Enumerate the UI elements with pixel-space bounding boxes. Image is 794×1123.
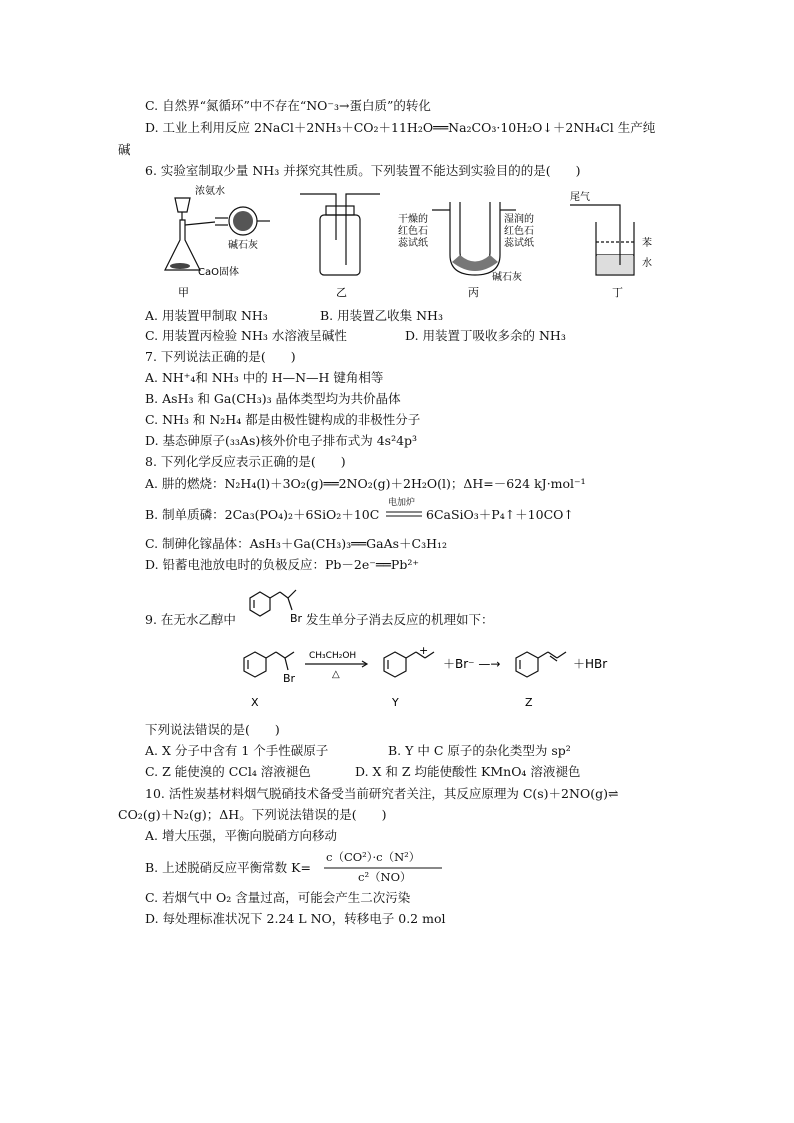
option-10b-denominator: c²（NO）	[358, 870, 412, 884]
mechanism-figure-9	[235, 640, 635, 712]
bing-caption: 丙	[468, 286, 479, 299]
y-charge: +	[419, 644, 429, 657]
heat: △	[332, 669, 340, 680]
question-8: 8. 下列化学反应表示正确的是( )	[145, 454, 346, 469]
option-9a: A. X 分子中含有 1 个手性碳原子	[145, 743, 329, 758]
option-10b-numerator: c（CO²）·c（N²）	[326, 850, 421, 864]
x-br: Br	[283, 672, 296, 685]
plus-hbr: ＋HBr	[573, 657, 608, 671]
option-7d: D. 基态砷原子(₃₃As)核外价电子排布式为 4s²4p³	[145, 433, 418, 448]
question-10-line1: 10. 活性炭基材料烟气脱硝技术备受当前研究者关注，其反应原理为 C(s)＋2NO(g)⇌	[145, 786, 619, 801]
bing-left-2: 红色石	[398, 226, 428, 237]
inline-br: Br	[290, 612, 303, 625]
label-z: Z	[525, 696, 533, 709]
option-6b: B. 用装置乙收集 NH₃	[320, 308, 443, 323]
apparatus-figure-6	[150, 180, 670, 305]
reagent: CH₃CH₂OH	[309, 651, 357, 661]
option-9b: B. Y 中 C 原子的杂化类型为 sp²	[388, 743, 571, 758]
option-5c: C. 自然界“氮循环”中不存在“NO⁻₃→蛋白质”的转化	[145, 98, 431, 113]
label-x: X	[251, 696, 259, 709]
option-10d: D. 每处理标准状况下 2.24 L NO，转移电子 0.2 mol	[145, 911, 446, 926]
option-7b: B. AsH₃ 和 Ga(CH₃)₃ 晶体类型均为共价晶体	[145, 391, 401, 406]
option-8a: A. 肼的燃烧：N₂H₄(l)＋3O₂(g)══2NO₂(g)＋2H₂O(l)；ΔH=－624 kJ·mol⁻¹	[145, 476, 586, 491]
molecule-inline-x	[248, 582, 308, 626]
question-9-ask: 下列说法错误的是( )	[145, 722, 280, 737]
label-y: Y	[392, 696, 399, 709]
bing-right-3: 蕊试纸	[504, 238, 534, 249]
question-7: 7. 下列说法正确的是( )	[145, 349, 296, 364]
question-9-post: 发生单分子消去反应的机理如下：	[306, 612, 494, 627]
question-10-line2: CO₂(g)＋N₂(g)；ΔH。下列说法错误的是( )	[118, 807, 387, 822]
option-10c: C. 若烟气中 O₂ 含量过高，可能会产生二次污染	[145, 890, 411, 905]
jia-label-bot: CaO固体	[198, 267, 239, 278]
ding-caption: 丁	[612, 286, 623, 299]
option-8d: D. 铅蓄电池放电时的负极反应：Pb－2e⁻══Pb²⁺	[145, 557, 419, 572]
apparatus-jia	[165, 198, 270, 270]
option-8b-pre: B. 制单质磷：2Ca₃(PO₄)₂＋6SiO₂＋10C	[145, 507, 380, 522]
option-8b-post: 6CaSiO₃＋P₄↑＋10CO↑	[426, 507, 574, 522]
ding-benzene: 苯	[642, 238, 652, 249]
bing-right-1: 湿润的	[504, 214, 534, 225]
jia-label-mid: 碱石灰	[228, 240, 258, 251]
yi-caption: 乙	[336, 286, 347, 299]
bing-left-1: 干燥的	[398, 214, 428, 225]
ding-water: 水	[642, 258, 652, 269]
option-8c: C. 制砷化镓晶体：AsH₃＋Ga(CH₃)₃══GaAs＋C₃H₁₂	[145, 536, 448, 551]
option-10b-pre: B. 上述脱硝反应平衡常数 K=	[145, 860, 311, 875]
option-10a: A. 增大压强，平衡向脱硝方向移动	[145, 828, 337, 843]
option-9d: D. X 和 Z 均能使酸性 KMnO₄ 溶液褪色	[355, 764, 581, 779]
option-6a: A. 用装置甲制取 NH₃	[145, 308, 268, 323]
bing-bottom: 碱石灰	[492, 272, 522, 283]
option-6c: C. 用装置丙检验 NH₃ 水溶液呈碱性	[145, 328, 347, 343]
option-7a: A. NH⁺₄和 NH₃ 中的 H—N—H 键角相等	[145, 370, 384, 385]
bing-left-3: 蕊试纸	[398, 238, 428, 249]
option-5d: D. 工业上利用反应 2NaCl＋2NH₃＋CO₂＋11H₂O══Na₂CO₃·10H₂O↓＋2NH₄Cl 生产纯	[145, 120, 656, 135]
apparatus-ding	[570, 205, 634, 275]
ding-top: 尾气	[570, 192, 590, 203]
question-6: 6. 实验室制取少量 NH₃ 并探究其性质。下列装置不能达到实验目的的是( )	[145, 163, 581, 178]
option-8b-condition: 电加炉	[388, 498, 416, 508]
plus-br: ＋Br⁻ —→	[443, 657, 501, 671]
jia-caption: 甲	[178, 286, 189, 299]
question-9-pre: 9. 在无水乙醇中	[145, 612, 236, 627]
apparatus-yi	[300, 194, 380, 275]
jia-label-top: 浓氨水	[195, 186, 225, 197]
option-7c: C. NH₃ 和 N₂H₄ 都是由极性键构成的非极性分子	[145, 412, 421, 427]
option-9c: C. Z 能使溴的 CCl₄ 溶液褪色	[145, 764, 311, 779]
bing-right-2: 红色石	[504, 226, 534, 237]
equals-arrow	[386, 509, 424, 519]
option-6d: D. 用装置丁吸收多余的 NH₃	[405, 328, 566, 343]
option-5d-cont: 碱	[118, 142, 131, 157]
